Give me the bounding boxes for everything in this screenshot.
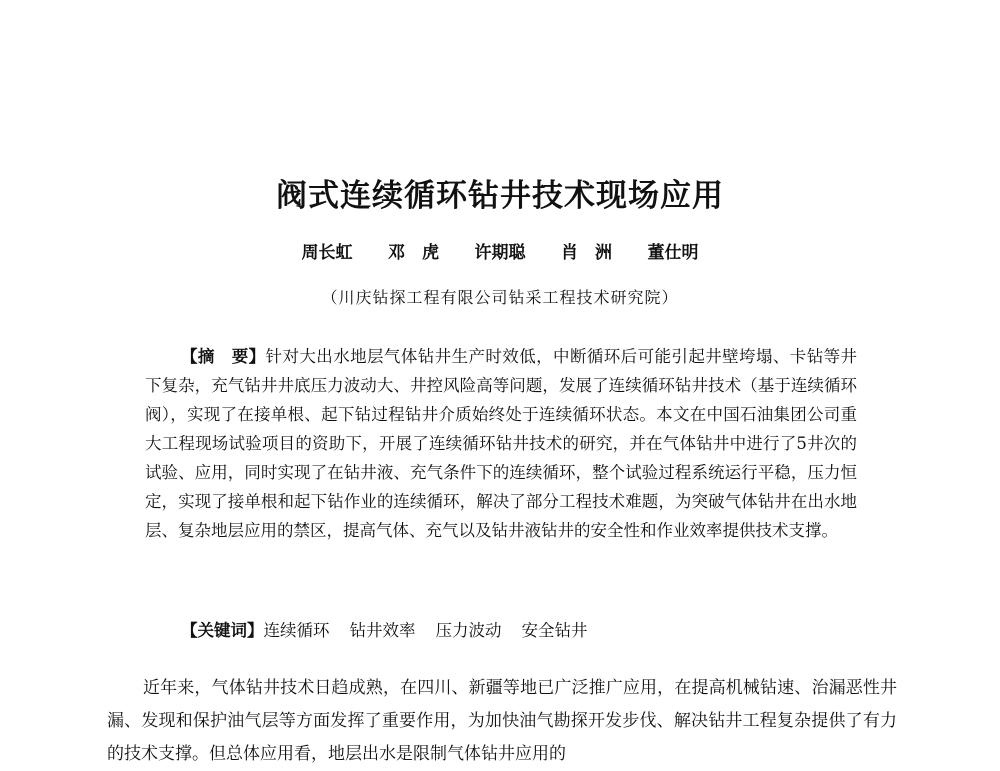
body-paragraph: 近年来，气体钻井技术日趋成熟，在四川、新疆等地已广泛推广应用，在提高机械钻速、治漏恶性井漏、发现和保护油气层等方面发挥了重要作用，为加快油气勘探开发步伐、解决钻井工程复杂提供了有力的技术支撑。但总体应用看，地层出水是限制气体钻井应用的 [107, 678, 897, 764]
keyword: 连续循环 [263, 621, 330, 640]
author-name: 肖 洲 [561, 243, 613, 263]
author-name: 周长虹 [301, 243, 353, 263]
keywords [181, 617, 608, 641]
author-name: 董仕明 [647, 243, 699, 263]
author-name: 邓 虎 [387, 243, 439, 263]
keyword: 钻井效率 [349, 621, 416, 640]
abstract-label: 【摘 要】 [181, 347, 266, 366]
abstract [145, 342, 857, 545]
keywords-label: 【关键词】 [181, 621, 264, 640]
affiliation: （川庆钻探工程有限公司钻采工程技术研究院） [321, 288, 679, 307]
keyword: 安全钻井 [521, 621, 588, 640]
abstract-text: 针对大出水地层气体钻井生产时效低，中断循环后可能引起井壁垮塌、卡钻等井下复杂，充气钻井井底压力波动大、井控风险高等问题，发展了连续循环钻井技术（基于连续循环阀），实现了在接单根、起下钻过程钻井介质始终处于连续循环状态。本文在中国石油集团公司重大工程现场试验项目的资助下，开展了连续循环钻井技术的研究，并在气体钻井中进行了5井次的试验、应用，同时实现了在钻井液、充气条件下的连续循环，整个试验过程系统运行平稳，压力恒定，实现了接单根和起下钻作业的连续循环，解决了部分工程技术难题，为突破气体钻井在出水地层、复杂地层应用的禁区，提高气体、充气以及钻井液钻井的安全性和作业效率提供技术支撑。 [145, 347, 858, 540]
author-name: 许期聪 [474, 243, 526, 263]
paper-title: 阀式连续循环钻井技术现场应用 [276, 178, 724, 214]
keyword: 压力波动 [435, 621, 502, 640]
author-list [0, 238, 1000, 263]
